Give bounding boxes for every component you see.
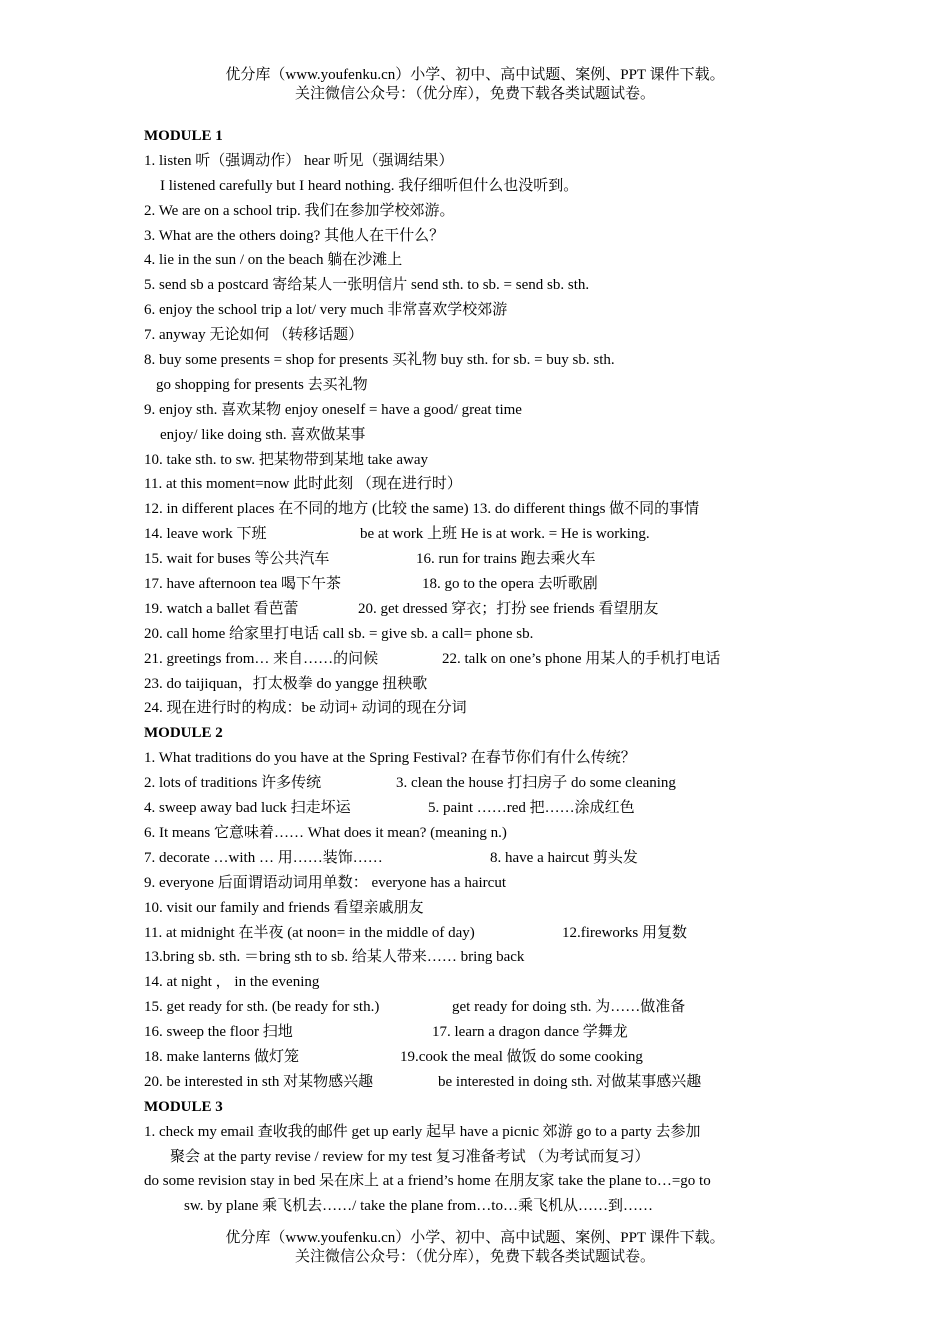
line-text: I listened carefully but I heard nothing. 我仔细听但什么也没听到。 bbox=[160, 177, 579, 194]
line-text: MODULE 3 bbox=[144, 1098, 223, 1115]
document-line bbox=[144, 273, 824, 298]
line-text: 8. have a haircut 剪头发 bbox=[490, 849, 638, 866]
document-line bbox=[144, 547, 824, 572]
document-line bbox=[144, 945, 824, 970]
line-text: do some revision stay in bed 呆在床上 at a friend’s home 在朋友家 take the plane to…=go to bbox=[144, 1173, 711, 1190]
line-text: enjoy/ like doing sth. 喜欢做某事 bbox=[160, 426, 366, 443]
line-text: 4. lie in the sun / on the beach 躺在沙滩上 bbox=[144, 252, 403, 269]
document-line bbox=[144, 896, 824, 921]
document-line bbox=[144, 647, 824, 672]
line-text: 6. enjoy the school trip a lot/ very much 非常喜欢学校郊游 bbox=[144, 302, 508, 319]
document-line bbox=[144, 348, 824, 373]
line-text: 10. take sth. to sw. 把某物带到某地 take away bbox=[144, 451, 428, 468]
document-line bbox=[144, 1045, 824, 1070]
line-text: sw. by plane 乘飞机去……/ take the plane from…to…乘飞机从……到…… bbox=[184, 1198, 653, 1215]
document-line bbox=[144, 871, 824, 896]
document-line bbox=[144, 174, 824, 199]
document-line bbox=[144, 149, 824, 174]
line-text: 19.cook the meal 做饭 do some cooking bbox=[400, 1048, 643, 1065]
line-text: 3. What are the others doing? 其他人在干什么？ bbox=[144, 227, 445, 244]
document-line bbox=[144, 696, 824, 721]
line-text: 1. check my email 查收我的邮件 get up early 起早 have a picnic 郊游 go to a party 去参加 bbox=[144, 1123, 701, 1140]
line-text: 7. decorate …with … 用……装饰…… bbox=[144, 849, 383, 866]
document-line bbox=[144, 921, 824, 946]
line-text: 16. sweep the floor 扫地 bbox=[144, 1024, 293, 1041]
line-text: 16. run for trains 跑去乘火车 bbox=[416, 551, 596, 568]
document-line bbox=[144, 448, 824, 473]
line-text: 24. 现在进行时的构成：be 动词+ 动词的现在分词 bbox=[144, 700, 467, 717]
line-text: go shopping for presents 去买礼物 bbox=[156, 376, 368, 393]
page-header bbox=[0, 66, 950, 104]
document-line bbox=[144, 373, 824, 398]
footer-line-2: 关注微信公众号：（优分库），免费下载各类试题试卷。 bbox=[294, 1249, 655, 1265]
document-line bbox=[144, 597, 824, 622]
line-text: 13.bring sb. sth. ＝bring sth to sb. 给某人带来…… bring back bbox=[144, 949, 525, 966]
document-line bbox=[144, 1070, 824, 1095]
line-text: 23. do taijiquan，打太极拳 do yangge 扭秧歌 bbox=[144, 675, 428, 692]
line-text: 10. visit our family and friends 看望亲戚朋友 bbox=[144, 899, 424, 916]
line-text: 1. listen 听（强调动作） hear 听见（强调结果） bbox=[144, 152, 454, 169]
document-line bbox=[144, 572, 824, 597]
line-text: 17. learn a dragon dance 学舞龙 bbox=[432, 1024, 628, 1041]
document-line bbox=[144, 1145, 824, 1170]
line-text: 18. go to the opera 去听歌剧 bbox=[422, 576, 598, 593]
line-text: 9. everyone 后面谓语动词用单数： everyone has a haircut bbox=[144, 874, 506, 891]
line-text: 9. enjoy sth. 喜欢某物 enjoy oneself = have a good/ great time bbox=[144, 401, 522, 418]
line-text: be interested in doing sth. 对做某事感兴趣 bbox=[438, 1073, 702, 1090]
line-text: 15. get ready for sth. (be ready for sth.) bbox=[144, 999, 380, 1016]
page-footer bbox=[0, 1229, 950, 1267]
line-text: 2. We are on a school trip. 我们在参加学校郊游。 bbox=[144, 202, 455, 219]
line-text: 19. watch a ballet 看芭蕾 bbox=[144, 600, 299, 617]
header-line-1: 优分库（www.youfenku.cn）小学、初中、高中试题、案例、PPT 课件下载。 bbox=[225, 67, 725, 83]
document-line bbox=[144, 771, 824, 796]
document-line bbox=[144, 672, 824, 697]
line-text: 3. clean the house 打扫房子 do some cleaning bbox=[396, 775, 676, 792]
document-line bbox=[144, 970, 824, 995]
document-line bbox=[144, 1120, 824, 1145]
line-text: 6. It means 它意味着…… What does it mean? (meaning n.) bbox=[144, 824, 507, 841]
document-line bbox=[144, 199, 824, 224]
line-text: get ready for doing sth. 为……做准备 bbox=[452, 999, 686, 1016]
document-line bbox=[144, 472, 824, 497]
module-heading bbox=[144, 721, 824, 746]
document-line bbox=[144, 746, 824, 771]
document-line bbox=[144, 248, 824, 273]
line-text: 17. have afternoon tea 喝下午茶 bbox=[144, 576, 342, 593]
line-text: 22. talk on one’s phone 用某人的手机打电话 bbox=[442, 650, 721, 667]
line-text: 7. anyway 无论如何 （转移话题） bbox=[144, 327, 364, 344]
line-text: MODULE 1 bbox=[144, 128, 223, 144]
line-text: 聚会 at the party revise / review for my test 复习准备考试 （为考试而复习） bbox=[170, 1148, 650, 1165]
document-line bbox=[144, 323, 824, 348]
line-text: 11. at this moment=now 此时此刻 （现在进行时） bbox=[144, 476, 462, 493]
module-heading bbox=[144, 1095, 824, 1120]
line-text: 15. wait for buses 等公共汽车 bbox=[144, 551, 330, 568]
document-line bbox=[144, 423, 824, 448]
document-line bbox=[144, 398, 824, 423]
document-line bbox=[144, 995, 824, 1020]
line-text: 4. sweep away bad luck 扫走坏运 bbox=[144, 800, 351, 817]
line-text: 12.fireworks 用复数 bbox=[562, 924, 687, 941]
line-text: 20. be interested in sth 对某物感兴趣 bbox=[144, 1073, 374, 1090]
document-line bbox=[144, 1169, 824, 1194]
document-line bbox=[144, 224, 824, 249]
document-body bbox=[144, 124, 824, 1219]
header-line-2: 关注微信公众号：（优分库），免费下载各类试题试卷。 bbox=[294, 86, 655, 102]
line-text: MODULE 2 bbox=[144, 725, 223, 742]
line-text: 8. buy some presents = shop for presents 买礼物 buy sth. for sb. = buy sb. sth. bbox=[144, 352, 615, 369]
line-text: be at work 上班 He is at work. = He is working. bbox=[360, 526, 650, 543]
document-line bbox=[144, 622, 824, 647]
line-text: 5. send sb a postcard 寄给某人一张明信片 send sth. to sb. = send sb. sth. bbox=[144, 277, 590, 294]
line-text: 20. get dressed 穿衣；打扮 see friends 看望朋友 bbox=[358, 600, 659, 617]
line-text: 21. greetings from… 来自……的问候 bbox=[144, 650, 379, 667]
document-line bbox=[144, 796, 824, 821]
line-text: 11. at midnight 在半夜 (at noon= in the middle of day) bbox=[144, 924, 475, 941]
document-line bbox=[144, 497, 824, 522]
document-line bbox=[144, 298, 824, 323]
line-text: 18. make lanterns 做灯笼 bbox=[144, 1048, 299, 1065]
module-heading bbox=[144, 124, 824, 149]
document-line bbox=[144, 522, 824, 547]
line-text: 5. paint ……red 把……涂成红色 bbox=[428, 800, 635, 817]
line-text: 1. What traditions do you have at the Spring Festival? 在春节你们有什么传统？ bbox=[144, 750, 636, 767]
line-text: 2. lots of traditions 许多传统 bbox=[144, 775, 322, 792]
line-text: 20. call home 给家里打电话 call sb. = give sb. a call= phone sb. bbox=[144, 625, 534, 642]
document-line bbox=[144, 846, 824, 871]
footer-line-1: 优分库（www.youfenku.cn）小学、初中、高中试题、案例、PPT 课件下载。 bbox=[225, 1230, 725, 1246]
document-line bbox=[144, 1194, 824, 1219]
document-line bbox=[144, 1020, 824, 1045]
document-line bbox=[144, 821, 824, 846]
line-text: 14. at night ， in the evening bbox=[144, 974, 320, 991]
line-text: 12. in different places 在不同的地方 (比较 the same) 13. do different things 做不同的事情 bbox=[144, 501, 700, 518]
line-text: 14. leave work 下班 bbox=[144, 526, 267, 543]
